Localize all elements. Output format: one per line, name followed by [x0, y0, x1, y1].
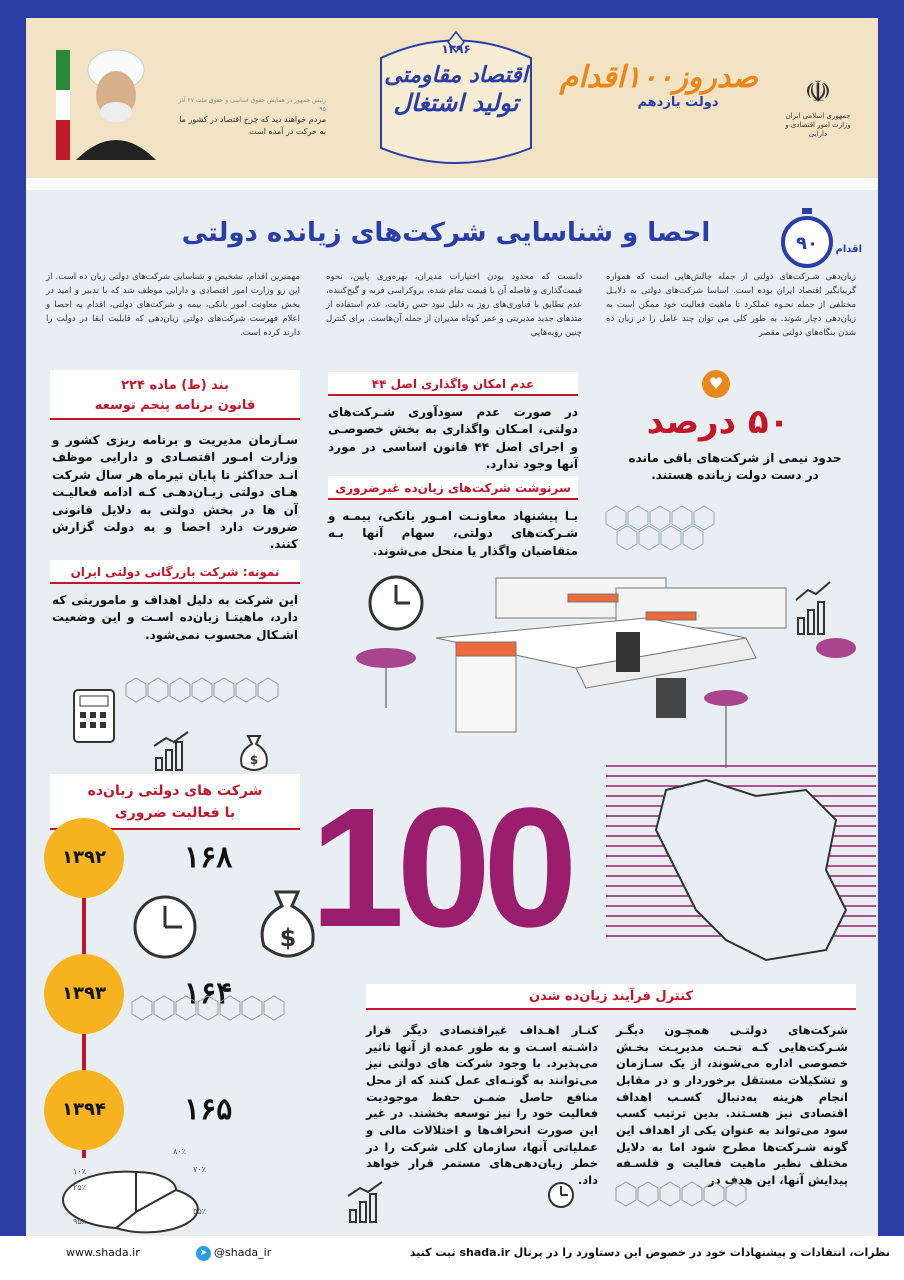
pie-label-4: ۲۵٪ — [73, 1183, 86, 1192]
growth-chart-small-icon — [346, 1180, 396, 1226]
clock-small-icon — [546, 1180, 576, 1210]
telegram-icon: ➤ — [196, 1246, 211, 1261]
year-circle-1394: ۱۳۹۴ — [44, 1070, 124, 1150]
emblem-icon: ☫ — [804, 75, 832, 110]
heart-icon: ♥ — [702, 370, 730, 398]
count-1394: ۱۶۵ — [184, 1092, 233, 1127]
footer — [0, 1236, 904, 1280]
year-circle-1392: ۱۳۹۲ — [44, 818, 124, 898]
control-column-right: شرکت‌های دولتـی همچـون دیگـر شـرکت‌هایی کـه تحـت مدیریـت بخـش خصوصی اداره می‌شوند، از یک سـازمان و تشکیلات مستقل برخوردار و در مقابل انجام هزینه به‌دنبال کسـب اهداف اقتصادی نیز هسـتند. بدین ترتیب کسب سود می‌تواند به عنوان یکی از اهداف این گونه شـرکت‌ها مطرح شود اما به دلایل مختلف نظیر ماهیت فعالیت و فلسـفه پیدایش آنها، این هدف در — [616, 1023, 848, 1188]
iran-map-illustration — [606, 760, 876, 980]
pie-chart-icon — [73, 1142, 256, 1232]
calculator-icon — [70, 686, 120, 746]
pie-label-5: ۵۵٪ — [193, 1207, 206, 1216]
banner-year: ۱۳۹۶ — [441, 42, 471, 56]
page-title: احصا و شناسایی شرکت‌های زیانده دولتی — [181, 218, 711, 248]
slogan-banner — [361, 28, 551, 178]
sadr-logo — [559, 60, 758, 110]
count-1392: ۱۶۸ — [184, 840, 233, 875]
hexagon-pattern-bottom-icon — [606, 1176, 806, 1226]
law-heading — [50, 370, 300, 420]
fate-text: بـا پیشنهاد معاونـت امـور بانکی، بیمـه و شـرکت‌های دولتی، سهام آنها بـه متقاضیان واگذار یا منحل می‌شوند. — [328, 509, 578, 558]
hexagon-pattern-stats-icon — [122, 982, 322, 1042]
control-heading: کنترل فرآیند زیان‌ده شدن — [366, 984, 856, 1010]
year-circle-1393: ۱۳۹۳ — [44, 954, 124, 1034]
bar-chart-icon — [152, 730, 196, 774]
article44-text: در صورت عدم سودآوری شـرکت‌های دولتی، امـکان واگذاری به بخش خصوصـی و اجرای اصل ۴۴ قانون اساسی در مورد آنها وجود ندارد. — [328, 405, 579, 472]
website-link[interactable]: www.shada.ir — [66, 1246, 140, 1259]
big-number: 100 — [310, 773, 570, 963]
fate-heading: سرنوشت شرکت‌های زیان‌ده غیرضروری — [328, 476, 578, 500]
sadr-title: صدروز۱۰۰اقدام — [559, 60, 758, 95]
clock-icon-small — [130, 892, 200, 962]
banner-line1: اقتصاد مقاومتی — [384, 62, 528, 88]
feedback-notice: نظرات، انتقادات و پیشنهادات خود در خصوص این دستاورد را در پرتال shada.ir ثبت کنید — [409, 1246, 890, 1259]
svg-text:$: $ — [249, 753, 259, 767]
quote-attribution: رئیس جمهور در همایش حقوق اساسی و حقوق ملت ۲۷ آذر ۹۵ — [178, 97, 326, 113]
law-heading-line2: قانون برنامه پنجم توسعه — [94, 397, 256, 413]
infographic-panel — [26, 18, 878, 1236]
pie-label-3: ۱۰٪ — [73, 1167, 86, 1176]
count-1393: ۱۶۴ — [184, 976, 233, 1011]
pie-label-1: ۸۰٪ — [173, 1147, 186, 1156]
clock-icon — [366, 573, 426, 633]
article44-heading: عدم امکان واگذاری اصل ۴۴ — [328, 372, 578, 396]
quote-text: مردم خواهند دید که چرخ اقتصاد در کشور ما به حرکت در آمده است — [179, 115, 326, 136]
intro-column-right: زیان‌دهی شـرکت‌های دولتی از جمله چالش‌هایی است که همواره گریبانگیر اقتصاد ایران بوده است. اساسا شرکت‌های دولتی به دلایـل مختلفی از جمله نحـوه عملکرد تا ماهیت فعالیت خود ممکن است به زیان‌دهی دچار شوند. به طور کلی می توان چند عامل را در زیان ده شدن بنگاه‌های دولتی مقصر — [606, 272, 856, 339]
percent-text: حدود نیمی از شرکت‌های باقی مانده در دست دولت زیانده هستند. — [628, 451, 842, 483]
step-number: ۹۰ — [796, 233, 818, 254]
sadr-subtitle: دولت یازدهم — [637, 95, 719, 110]
intro-column-middle: دانست که محدود بودن اختیارات مدیران، بهره‌وری پایین، نحوه قیمت‌گذاری و فاصله آن با قیمت تمام شده، بروکراسی فربه و گیج‌کننده، عدم تطابق با فناوری‌های روز به دلیل نبود حس رقابت، عدم استفاده از متدهای جدید مدیریتی و عمر کوتاه مدیران از جمله آن‌هاست. برای کنترل چنین رویه‌هایی — [326, 272, 582, 339]
banner-line2: تولید اشتغال — [393, 88, 519, 117]
emblem-title: جمهوری اسلامی ایران — [785, 112, 851, 120]
header — [26, 18, 878, 178]
header-divider — [26, 178, 878, 190]
example-text: این شرکت به دلیل اهداف و ماموریتی که دارد، ماهیتـا زیان‌ده اسـت و این وضعیت اشـکال محسوب نمی‌شود. — [52, 593, 298, 642]
emblem-subtitle: وزارت امور اقتصادی و دارایی — [785, 121, 851, 139]
stats-heading-line1: شرکت های دولتی زیان‌ده — [87, 783, 263, 799]
telegram-handle-link[interactable]: @shada_ir — [214, 1246, 272, 1259]
svg-text:$: $ — [279, 924, 297, 952]
hexagon-pattern-left-icon — [116, 664, 336, 734]
money-bag-icon — [236, 730, 272, 774]
control-column-left: کنـار اهـداف غیراقتصادی دیگر قرار داشـته اسـت و به طور عمده از آنها تاثیر می‌پذیرد. با وجود شرکت های دولتی نیز می‌توانند به گونـه‌ای عمل کنند که از محل منافع حاصل ضمـن حفظ موجودیت فعالیت خود را نیز توسعه بخشند. در غیر این صورت انحراف‌ها و اختلالات مالی و عملیاتی آنها، سازمان کلی شرکت را در خطر زیان‌دهی‌های مستمر قرار خواهد داد. — [366, 1023, 598, 1188]
pie-label-2: ۷۰٪ — [193, 1165, 206, 1174]
pie-label-6: ۹۵٪ — [73, 1217, 86, 1226]
stats-heading-line2: با فعالیت ضروری — [114, 805, 236, 822]
president-portrait — [56, 40, 166, 160]
stopwatch-icon — [780, 208, 834, 268]
government-emblem — [778, 75, 858, 139]
step-label: اقدام — [835, 244, 862, 255]
example-heading: نمونه: شرکت بازرگانی دولتی ایران — [50, 560, 300, 584]
president-quote — [176, 96, 326, 138]
law-text: سـازمان مدیریت و برنامه ریزی کشور و وزارت امـور اقتصـادی و دارایی موظف انـد حداکثر تا پایان تیرماه هر سال شرکت هـای دولتی زیـان‌دهـی کـه ادامه فعالیـت آن ها در بخش دولتی به دلایل قانونی ضرورت دارد احصا و به دولت گزارش کنند. — [52, 433, 298, 552]
law-heading-line1: بند (ط) ماده ۲۲۴ — [121, 378, 229, 393]
intro-column-left: مهمترین اقدام، تشخیص و شناسایی شرکت‌های دولتی زیان ده است. از این رو وزارت امور اقتصادی و دارایی موظف شد که با تدبیر و امید در بخش معاونت امور بانکی، بیمه و شرکت‌های دولتی، اقدام به احصا و اعلام فهرست شرکت‌های دولتی زیان‌دهی که قابلیت ابقا در دولت را دارند کرده است. — [46, 272, 300, 339]
percent-value: ۵۰ درصد — [646, 402, 790, 442]
